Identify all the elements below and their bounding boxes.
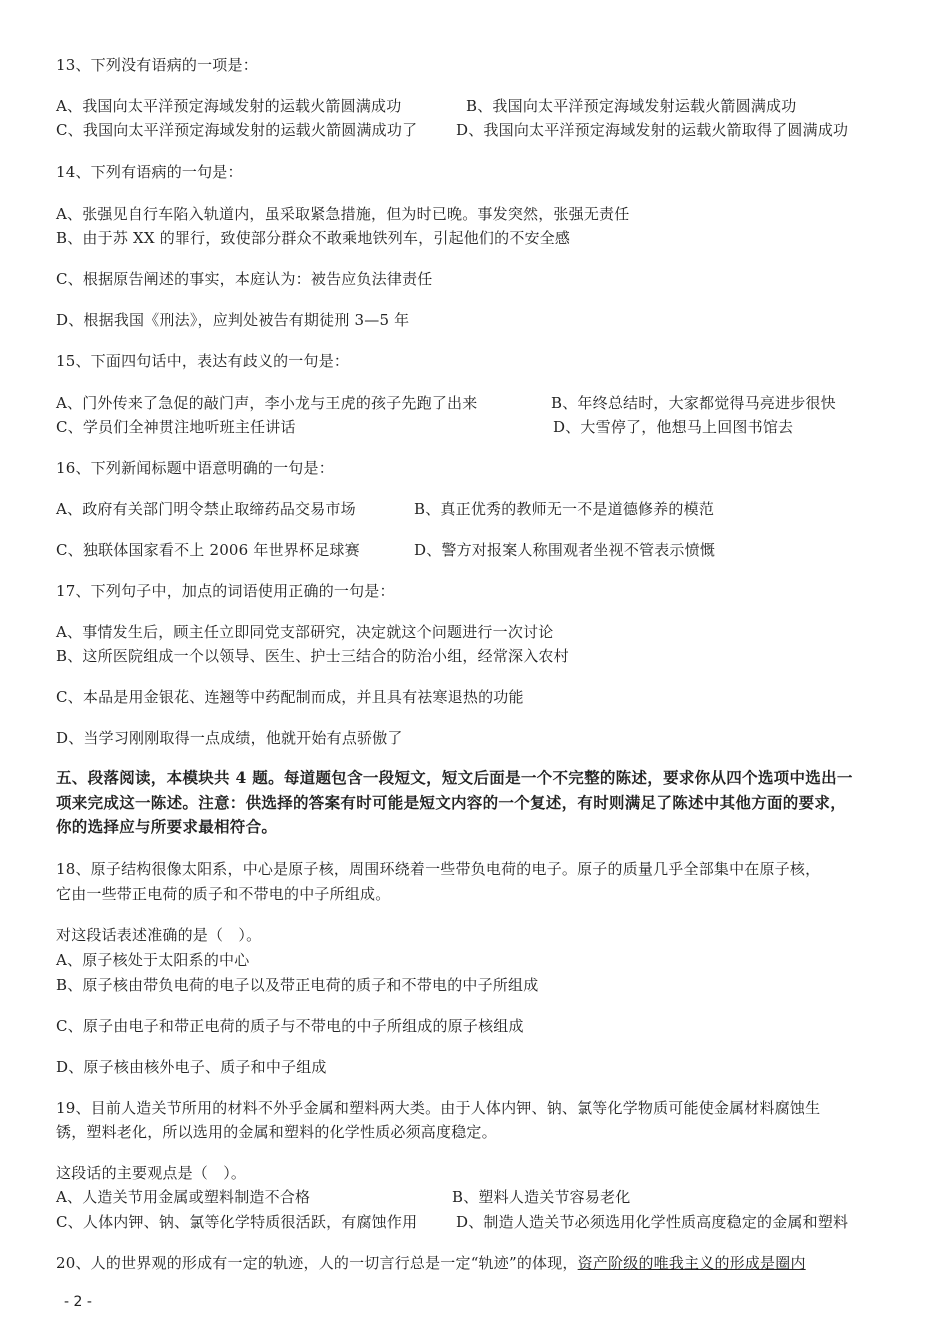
q15-option-a: A、门外传来了急促的敲门声，李小龙与王虎的孩子先跑了出来	[56, 394, 478, 412]
q20-passage-line-1	[56, 1253, 806, 1273]
q18-option-c: C、原子由电子和带正电荷的质子与不带电的中子所组成的原子核组成	[56, 1017, 524, 1035]
section-5-heading-line-3: 你的选择应与所要求最相符合。	[56, 817, 278, 836]
q19-passage-line-1: 19、目前人造关节所用的材料不外乎金属和塑料两大类。由于人体内钾、钠、氯等化学物质可能使金属材料腐蚀生	[56, 1099, 821, 1117]
q18-option-a: A、原子核处于太阳系的中心	[56, 951, 250, 969]
section-5-heading-line-2: 项来完成这一陈述。注意：供选择的答案有时可能是短文内容的一个复述，有时则满足了陈述中其他方面的要求，	[56, 793, 847, 812]
q20-underlined-text: 资产阶级的唯我主义的形成是圈内	[577, 1254, 806, 1272]
q16-stem: 16、下列新闻标题中语意明确的一句是：	[56, 459, 334, 477]
q19-option-d: D、制造人造关节必须选用化学性质高度稳定的金属和塑料	[456, 1213, 849, 1231]
q18-option-b: B、原子核由带负电荷的电子以及带正电荷的质子和不带电的中子所组成	[56, 976, 539, 994]
q19-stem: 这段话的主要观点是（ ）。	[56, 1164, 247, 1182]
q15-stem: 15、下面四句话中，表达有歧义的一句是：	[56, 352, 350, 370]
q13-option-a: A、我国向太平洋预定海域发射的运载火箭圆满成功	[56, 97, 402, 115]
q15-option-d: D、大雪停了，他想马上回图书馆去	[553, 418, 794, 436]
section-5-heading-line-1: 五、段落阅读，本模块共 4 题。每道题包含一段短文，短文后面是一个不完整的陈述，要求你从四个选项中选出一	[56, 768, 853, 787]
q19-option-b: B、塑料人造关节容易老化	[452, 1188, 631, 1206]
page-number: - 2 -	[64, 1294, 92, 1310]
q14-stem: 14、下列有语病的一句是：	[56, 163, 243, 181]
q18-stem: 对这段话表述准确的是（ ）。	[56, 926, 262, 944]
q20-passage-text: 20、人的世界观的形成有一定的轨迹，人的一切言行总是一定“轨迹”的体现，	[56, 1254, 578, 1272]
q18-passage-line-2: 它由一些带正电荷的质子和不带电的中子所组成。	[56, 885, 391, 903]
q18-option-d: D、原子核由核外电子、质子和中子组成	[56, 1058, 327, 1076]
q17-option-b: B、这所医院组成一个以领导、医生、护士三结合的防治小组，经常深入农村	[56, 647, 569, 665]
q19-passage-line-2: 锈，塑料老化，所以选用的金属和塑料的化学性质必须高度稳定。	[56, 1123, 497, 1141]
q14-option-d: D、根据我国《刑法》，应判处被告有期徒刑 3—5 年	[56, 311, 410, 329]
q16-option-d: D、警方对报案人称围观者坐视不管表示愤慨	[414, 541, 716, 559]
q17-option-d: D、当学习刚刚取得一点成绩，他就开始有点骄傲了	[56, 729, 403, 747]
q13-option-d: D、我国向太平洋预定海域发射的运载火箭取得了圆满成功	[456, 121, 849, 139]
q14-option-b: B、由于苏 XX 的罪行，致使部分群众不敢乘地铁列车，引起他们的不安全感	[56, 229, 571, 247]
q19-option-a: A、人造关节用金属或塑料制造不合格	[56, 1188, 311, 1206]
q17-option-a: A、事情发生后，顾主任立即同党支部研究，决定就这个问题进行一次讨论	[56, 623, 554, 641]
q19-option-c: C、人体内钾、钠、氯等化学特质很活跃，有腐蚀作用	[56, 1213, 418, 1231]
q14-option-a: A、张强见自行车陷入轨道内，虽采取紧急措施，但为时已晚。事发突然，张强无责任	[56, 205, 630, 223]
q15-option-c: C、学员们全神贯注地听班主任讲话	[56, 418, 296, 436]
q16-option-b: B、真正优秀的教师无一不是道德修养的模范	[414, 500, 715, 518]
q16-option-c: C、独联体国家看不上 2006 年世界杯足球赛	[56, 541, 360, 559]
q15-option-b: B、年终总结时，大家都觉得马亮进步很快	[551, 394, 836, 412]
q13-stem: 13、下列没有语病的一项是：	[56, 56, 258, 74]
q13-option-c: C、我国向太平洋预定海域发射的运载火箭圆满成功了	[56, 121, 418, 139]
q14-option-c: C、根据原告阐述的事实，本庭认为：被告应负法律责任	[56, 270, 433, 288]
q17-stem: 17、下列句子中，加点的词语使用正确的一句是：	[56, 582, 395, 600]
q17-option-c: C、本品是用金银花、连翘等中药配制而成，并且具有祛寒退热的功能	[56, 688, 524, 706]
q18-passage-line-1: 18、原子结构很像太阳系，中心是原子核，周围环绕着一些带负电荷的电子。原子的质量几乎全部集中在原子核，	[56, 860, 821, 878]
q13-option-b: B、我国向太平洋预定海域发射运载火箭圆满成功	[466, 97, 797, 115]
q16-option-a: A、政府有关部门明令禁止取缔药品交易市场	[56, 500, 356, 518]
